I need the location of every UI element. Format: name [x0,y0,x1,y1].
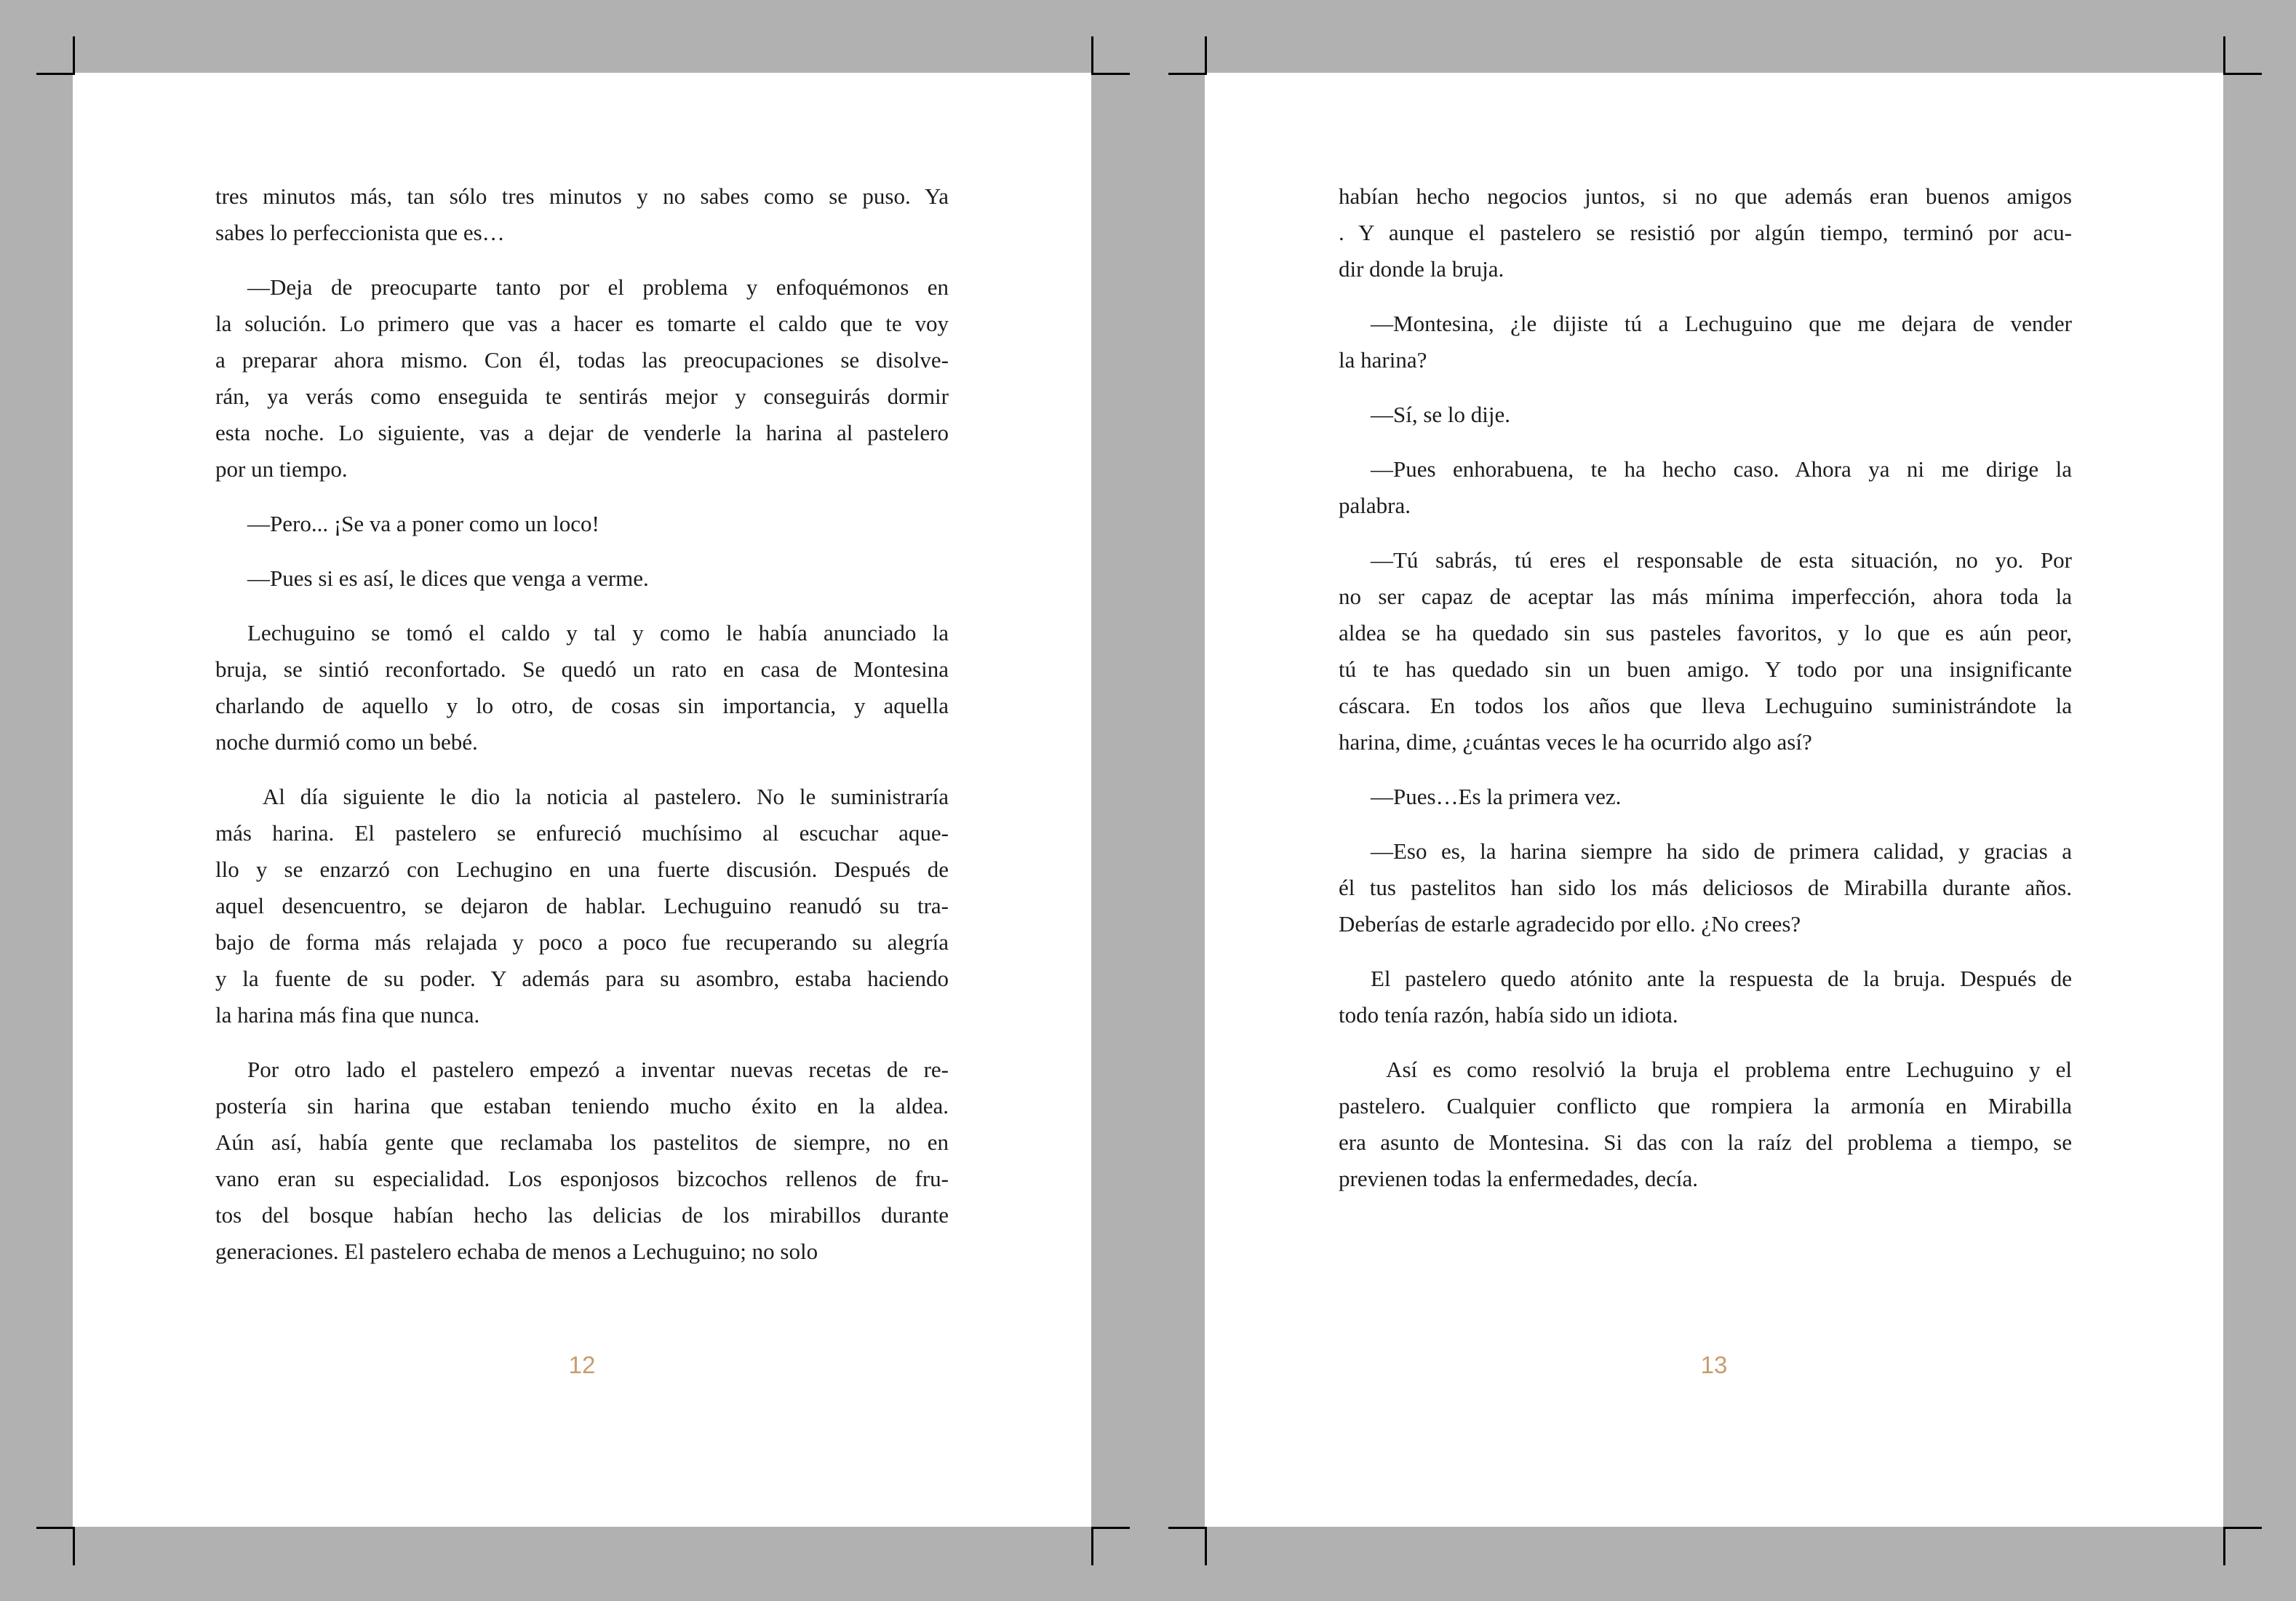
text-line: —Montesina, ¿le dijiste tú a Lechuguino que me dejara de vender [1371,311,2072,336]
paragraph [1339,451,2072,524]
text-line: él tus pastelitos han sido los más deliciosos de Mirabilla durante años. [1339,875,2072,900]
paragraph [1339,178,2072,287]
text-line: y la fuente de su poder. Y además para su asombro, estaba haciendo [215,966,949,991]
text-line: Al día siguiente le dio la noticia al pastelero. No le suministraría [247,784,949,809]
paragraph [1339,779,2072,815]
text-line: dir donde la bruja. [1339,256,1504,282]
text-line: cáscara. En todos los años que lleva Lechuguino suministrándote la [1339,693,2072,718]
paragraph [1339,397,2072,433]
paragraph [215,615,949,760]
text-line: postería sin harina que estaban teniendo mucho éxito en la aldea. [215,1093,949,1119]
page-left [73,73,1091,1527]
page-right [1205,73,2223,1527]
crop-mark [2223,1527,2262,1565]
paragraph [1339,306,2072,378]
text-block [1339,178,2072,1215]
text-line: por un tiempo. [215,456,348,482]
paragraph [215,506,949,542]
crop-mark [1091,1527,1130,1565]
text-block [215,178,949,1288]
text-line: la harina más fina que nunca. [215,1002,480,1028]
text-line: Deberías de estarle agradecido por ello. ¿No crees? [1339,911,1801,937]
text-line: Aún así, había gente que reclamaba los pastelitos de siempre, no en [215,1129,949,1155]
text-line: esta noche. Lo siguiente, vas a dejar de venderle la harina al pastelero [215,420,949,445]
text-line: a preparar ahora mismo. Con él, todas las preocupaciones se disolve- [215,347,949,373]
paragraph [215,269,949,488]
text-line: aldea se ha quedado sin sus pasteles favoritos, y lo que es aún peor, [1339,620,2072,645]
text-line: previenen todas la enfermedades, decía. [1339,1166,1699,1191]
text-line: generaciones. El pastelero echaba de menos a Lechuguino; no solo [215,1239,818,1264]
crop-mark [36,36,75,75]
text-line: charlando de aquello y lo otro, de cosas sin importancia, y aquella [215,693,949,718]
text-line: —Sí, se lo dije. [1371,402,1511,427]
paragraph [215,560,949,597]
paragraph [215,178,949,251]
text-line: —Eso es, la harina siempre ha sido de primera calidad, y gracias a [1371,838,2072,864]
text-line: la solución. Lo primero que vas a hacer es tomarte el caldo que te voy [215,311,949,336]
text-line: rán, ya verás como enseguida te sentirás mejor y conseguirás dormir [215,384,949,409]
paragraph [1339,833,2072,942]
text-line: . Y aunque el pastelero se resistió por algún tiempo, terminó por acu- [1339,220,2072,245]
text-line: Así es como resolvió la bruja el problema entre Lechuguino y el [1371,1057,2072,1082]
text-line: —Tú sabrás, tú eres el responsable de esta situación, no yo. Por [1371,547,2072,573]
paragraph [1339,961,2072,1033]
paragraph [1339,542,2072,760]
crop-mark [1168,36,1207,75]
text-line: sabes lo perfeccionista que es… [215,220,505,245]
page-number: 12 [568,1351,596,1378]
paragraph [1339,1052,2072,1197]
text-line: harina, dime, ¿cuántas veces le ha ocurrido algo así? [1339,729,1812,755]
text-line: tres minutos más, tan sólo tres minutos y no sabes como se puso. Ya [215,183,949,209]
text-line: todo tenía razón, había sido un idiota. [1339,1002,1678,1028]
text-line: aquel desencuentro, se dejaron de hablar. Lechuguino reanudó su tra- [215,893,949,918]
text-line: no ser capaz de aceptar las más mínima imperfección, ahora toda la [1339,584,2072,609]
text-line: bruja, se sintió reconfortado. Se quedó un rato en casa de Montesina [215,656,949,682]
crop-mark [36,1527,75,1565]
text-line: tú te has quedado sin un buen amigo. Y todo por una insignificante [1339,656,2072,682]
text-line: —Pues…Es la primera vez. [1371,784,1622,809]
text-line: pastelero. Cualquier conflicto que rompiera la armonía en Mirabilla [1339,1093,2072,1119]
text-line: bajo de forma más relajada y poco a poco fue recuperando su alegría [215,929,949,955]
text-line: palabra. [1339,493,1411,518]
crop-mark [1168,1527,1207,1565]
text-line: Lechuguino se tomó el caldo y tal y como le había anunciado la [247,620,949,645]
text-line: —Pues enhorabuena, te ha hecho caso. Ahora ya ni me dirige la [1371,456,2072,482]
text-line: Por otro lado el pastelero empezó a inventar nuevas recetas de re- [247,1057,949,1082]
text-line: —Pero... ¡Se va a poner como un loco! [247,511,599,536]
text-line: El pastelero quedo atónito ante la respuesta de la bruja. Después de [1371,966,2072,991]
text-line: más harina. El pastelero se enfureció muchísimo al escuchar aque- [215,820,949,846]
crop-mark [2223,36,2262,75]
text-line: era asunto de Montesina. Si das con la raíz del problema a tiempo, se [1339,1129,2072,1155]
text-line: noche durmió como un bebé. [215,729,478,755]
text-line: vano eran su especialidad. Los esponjosos bizcochos rellenos de fru- [215,1166,949,1191]
text-line: —Pues si es así, le dices que venga a verme. [247,565,649,591]
text-line: habían hecho negocios juntos, si no que además eran buenos amigos [1339,183,2072,209]
paragraph [215,1052,949,1270]
page-number: 13 [1700,1351,1728,1378]
text-line: la harina? [1339,347,1427,373]
paragraph [215,779,949,1033]
text-line: llo y se enzarzó con Lechugino en una fuerte discusión. Después de [215,857,949,882]
crop-mark [1091,36,1130,75]
text-line: —Deja de preocuparte tanto por el problema y enfoquémonos en [247,274,949,300]
text-line: tos del bosque habían hecho las delicias de los mirabillos durante [215,1202,949,1228]
